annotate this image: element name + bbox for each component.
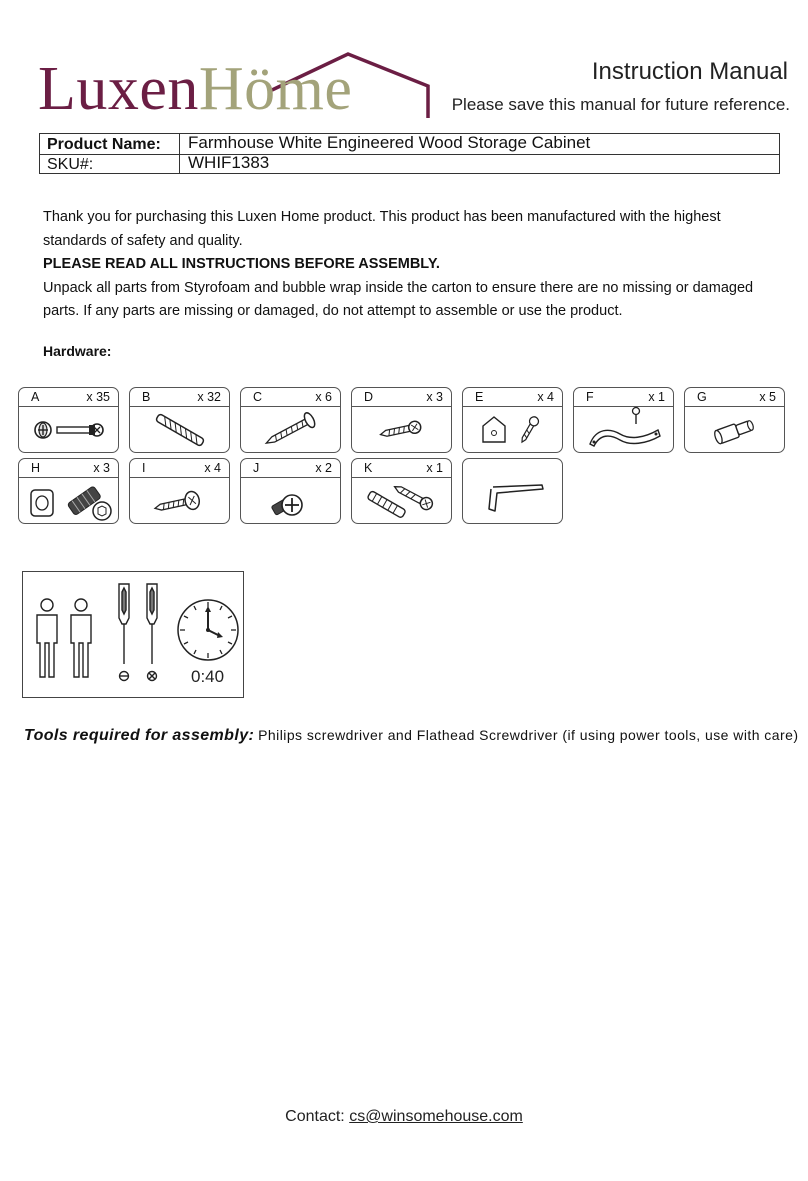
hardware-qty: x 4 xyxy=(537,390,554,404)
hardware-qty: x 1 xyxy=(648,390,665,404)
hardware-qty: x 35 xyxy=(86,390,110,404)
hardware-item-c xyxy=(240,387,341,453)
hardware-letter: C xyxy=(253,390,263,404)
shelf-pin-icon xyxy=(685,406,786,454)
anti-tip-strap-icon xyxy=(574,406,675,454)
anchor-screw-icon xyxy=(352,477,453,525)
hardware-item-e xyxy=(462,387,563,453)
contact-label: Contact: xyxy=(285,1108,350,1125)
clock-icon xyxy=(175,596,245,676)
hardware-item-k xyxy=(351,458,452,524)
hardware-qty: x 3 xyxy=(426,390,443,404)
hardware-item-allen-key xyxy=(462,458,563,524)
intro-paragraph-2: Unpack all parts from Styrofoam and bubble wrap inside the carton to ensure there are no missing or damaged parts. If any parts are missing or damaged, do not attempt to assemble or use the product. xyxy=(43,279,754,319)
hardware-qty: x 5 xyxy=(759,390,776,404)
brand-name-part1: Luxen xyxy=(38,55,199,123)
hardware-item-g xyxy=(684,387,785,453)
hardware-letter: I xyxy=(142,461,146,475)
tools-required-label: Tools required for assembly: xyxy=(24,727,255,744)
wood-dowel-icon xyxy=(130,406,231,454)
hardware-item-j xyxy=(240,458,341,524)
contact-line xyxy=(0,1108,808,1126)
hardware-item-f xyxy=(573,387,674,453)
sku-value: WHIF1383 xyxy=(188,153,270,172)
hardware-letter: A xyxy=(31,390,40,404)
hardware-letter: J xyxy=(253,461,260,475)
hardware-letter: G xyxy=(697,390,707,404)
brand-name-part2: Höme xyxy=(198,55,353,123)
hardware-letter: D xyxy=(364,390,374,404)
assembly-time: 0:40 xyxy=(191,667,225,686)
brand-logo xyxy=(38,50,398,125)
door-stop-screw-icon xyxy=(463,406,564,454)
flat-screw-icon xyxy=(241,477,342,525)
hardware-letter: E xyxy=(475,390,484,404)
contact-email-link[interactable]: cs@winsomehouse.com xyxy=(349,1108,523,1125)
sku-label: SKU#: xyxy=(40,154,180,174)
manual-title: Instruction Manual xyxy=(591,58,788,85)
allen-key-icon xyxy=(463,459,564,525)
product-name-value: Farmhouse White Engineered Wood Storage Cabinet xyxy=(188,133,591,152)
hardware-letter: H xyxy=(31,461,41,475)
cam-lock-icon xyxy=(19,406,120,454)
hardware-item-a xyxy=(18,387,119,453)
read-instructions-warning: PLEASE READ ALL INSTRUCTIONS BEFORE ASSEMBLY. xyxy=(43,256,440,272)
hardware-qty: x 4 xyxy=(204,461,221,475)
hardware-item-b xyxy=(129,387,230,453)
hardware-letter: B xyxy=(142,390,151,404)
manual-subtitle: Please save this manual for future reference. xyxy=(451,95,790,114)
tools-required-text: Philips screwdriver and Flathead Screwdriver (if using power tools, use with care) xyxy=(258,727,799,743)
intro-text xyxy=(43,206,783,324)
hardware-item-h xyxy=(18,458,119,524)
assembly-requirements-box xyxy=(22,571,244,698)
hardware-qty: x 2 xyxy=(315,461,332,475)
long-screw-icon xyxy=(241,406,342,454)
hardware-item-d xyxy=(351,387,452,453)
pan-screw-icon xyxy=(130,477,231,525)
hardware-heading: Hardware: xyxy=(43,343,112,359)
tools-required xyxy=(24,727,798,745)
hardware-qty: x 3 xyxy=(93,461,110,475)
sku-row xyxy=(40,154,779,174)
hardware-qty: x 32 xyxy=(197,390,221,404)
short-screw-icon xyxy=(352,406,453,454)
hardware-qty: x 1 xyxy=(426,461,443,475)
product-table xyxy=(39,133,780,174)
product-name-row xyxy=(40,134,779,155)
hardware-qty: x 6 xyxy=(315,390,332,404)
product-name-label: Product Name: xyxy=(40,134,180,154)
intro-paragraph-1: Thank you for purchasing this Luxen Home product. This product has been manufactured with the highest standards of safety and quality. xyxy=(43,209,721,249)
bolt-sleeve-icon xyxy=(19,477,120,525)
hardware-letter: F xyxy=(586,390,594,404)
hardware-item-i xyxy=(129,458,230,524)
hardware-letter: K xyxy=(364,461,373,475)
